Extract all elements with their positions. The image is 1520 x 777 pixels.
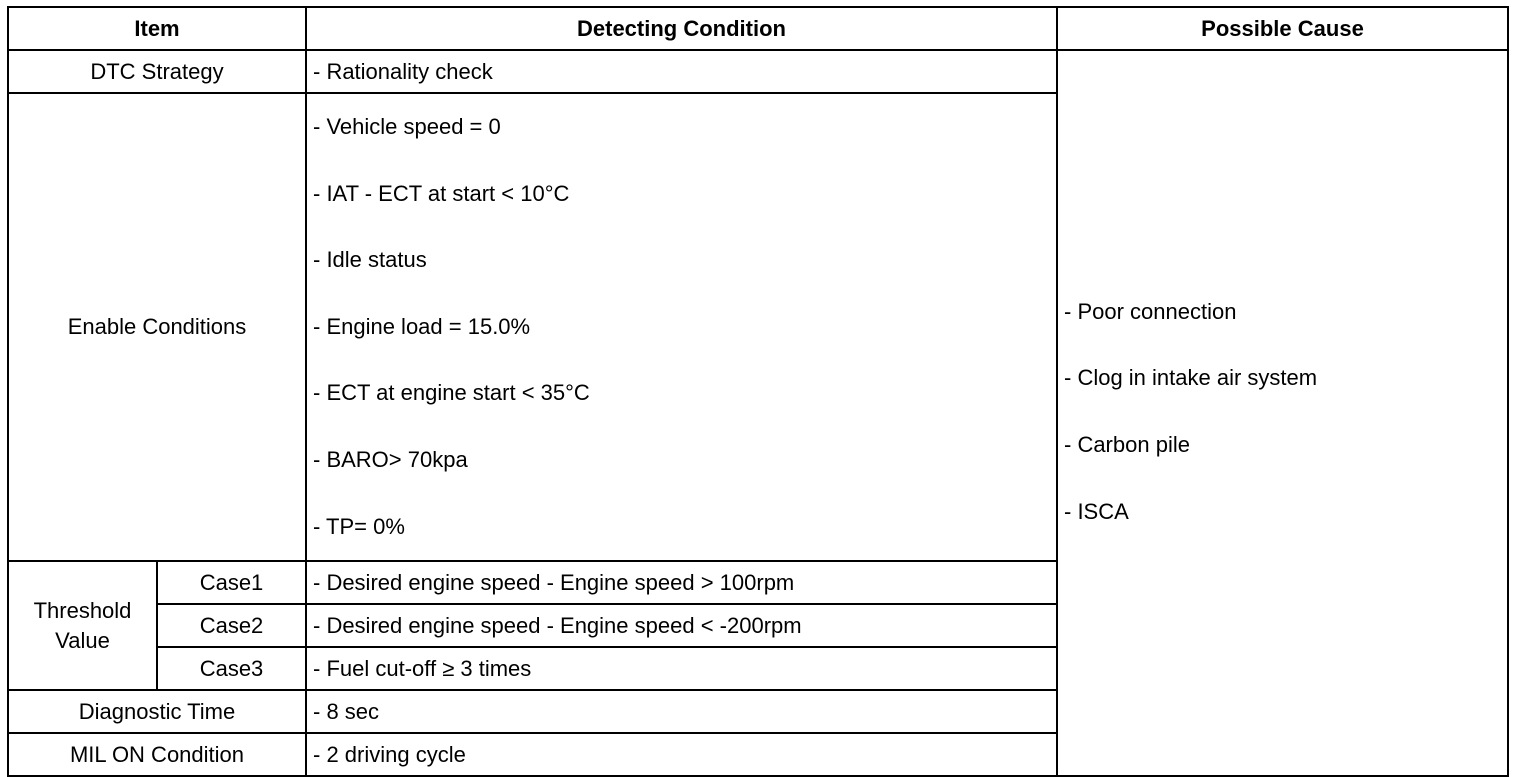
cause-item: - Clog in intake air system bbox=[1064, 365, 1318, 391]
item-threshold-value bbox=[8, 561, 157, 690]
threshold-case-condition: - Desired engine speed - Engine speed > 100rpm bbox=[306, 561, 1057, 604]
enable-condition-list bbox=[313, 94, 1056, 560]
enable-condition-item: - ECT at engine start < 35°C bbox=[313, 380, 590, 406]
enable-condition-item: - IAT - ECT at start < 10°C bbox=[313, 180, 570, 206]
item-mil-on-condition: MIL ON Condition bbox=[8, 733, 306, 776]
cause-item: - Carbon pile bbox=[1064, 432, 1190, 458]
threshold-case-label: Case3 bbox=[157, 647, 306, 690]
cause-item: - Poor connection bbox=[1064, 298, 1237, 324]
condition-mil-on-condition: - 2 driving cycle bbox=[306, 733, 1057, 776]
condition-enable-conditions bbox=[306, 93, 1057, 561]
header-detecting-condition: Detecting Condition bbox=[306, 7, 1057, 50]
threshold-value-label: Threshold Value bbox=[33, 597, 132, 653]
enable-condition-item: - Idle status bbox=[313, 247, 427, 273]
threshold-case-label: Case2 bbox=[157, 604, 306, 647]
dtc-table-container bbox=[7, 6, 1509, 777]
dtc-table bbox=[7, 6, 1509, 777]
condition-dtc-strategy: - Rationality check bbox=[306, 50, 1057, 93]
enable-condition-item: - BARO> 70kpa bbox=[313, 446, 468, 472]
enable-condition-item: - Engine load = 15.0% bbox=[313, 313, 531, 339]
item-enable-conditions: Enable Conditions bbox=[8, 93, 306, 561]
threshold-case-label: Case1 bbox=[157, 561, 306, 604]
row-dtc-strategy bbox=[8, 50, 1508, 93]
item-diagnostic-time: Diagnostic Time bbox=[8, 690, 306, 733]
enable-condition-item: - TP= 0% bbox=[313, 513, 405, 539]
threshold-case-condition: - Fuel cut-off ≥ 3 times bbox=[306, 647, 1057, 690]
enable-condition-item: - Vehicle speed = 0 bbox=[313, 114, 501, 139]
cause-list bbox=[1058, 279, 1507, 545]
item-dtc-strategy: DTC Strategy bbox=[8, 50, 306, 93]
cause-item: - ISCA bbox=[1064, 498, 1129, 524]
threshold-case-condition: - Desired engine speed - Engine speed < -200rpm bbox=[306, 604, 1057, 647]
header-item: Item bbox=[8, 7, 306, 50]
condition-diagnostic-time: - 8 sec bbox=[306, 690, 1057, 733]
header-possible-cause: Possible Cause bbox=[1057, 7, 1508, 50]
header-row bbox=[8, 7, 1508, 50]
possible-cause-cell bbox=[1057, 50, 1508, 776]
